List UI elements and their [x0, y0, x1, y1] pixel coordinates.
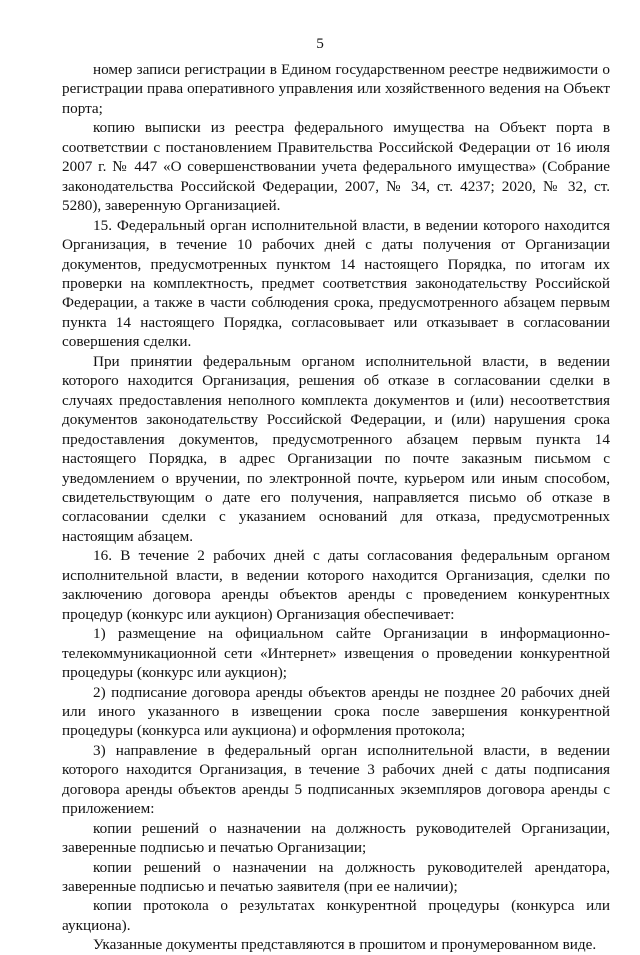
paragraph-attachment-tenant-decisions: копии решений о назначении на должность руководителей арендатора, заверенные подписью и печатью заявителя (при ее наличии);: [62, 858, 610, 896]
paragraph-registration-record: номер записи регистрации в Едином государственном реестре недвижимости о регистрации права оперативного управления или хозяйственного ведения на Объект порта;: [62, 61, 610, 117]
paragraph-attachment-org-decisions: копии решений о назначении на должность руководителей Организации, заверенные подписью и печатью Организации;: [62, 819, 610, 857]
paragraph-registry-extract: копию выписки из реестра федерального имущества на Объект порта в соответствии с постановлением Правительства Российской Федерации от 16 июля 2007 г. № 447 «О совершенствовании учета федерального имущества» (Собрание законодательства Российской Федерации, 2007, № 34, ст. 4237; 2020, № 32, ст. 5280), заверенную Организацией.: [62, 119, 610, 215]
paragraph-clause-15: 15. Федеральный орган исполнительной власти, в ведении которого находится Организация, в течение 10 рабочих дней с даты получения от Организации документов, предусмотренных пунктом 14 настоящего Порядка, по итогам их проверки на комплектность, предмет соответствия законодательству Российской Федерации, а также в части соблюдения срока, предусмотренного абзацем первым пункта 14 настоящего Порядка, согласовывает или отказывает в согласовании совершения сделки.: [62, 216, 610, 351]
document-body: [62, 60, 610, 955]
paragraph-item-3: 3) направление в федеральный орган исполнительной власти, в ведении которого находится Организация, в течение 3 рабочих дней с даты подписания договора аренды объектов аренды 5 подписанных экземпляров договора аренды с приложением:: [62, 741, 610, 818]
paragraph-refusal: При принятии федеральным органом исполнительной власти, в ведении которого находится Организация, решения об отказе в согласовании сделки в случаях предоставления неполного комплекта документов и (или) несоответствия документов законодательству Российской Федерации, и (или) нарушения срока предоставления документов, предусмотренного абзацем первым пункта 14 настоящего Порядка, в адрес Организации по почте заказным письмом с уведомлением о вручении, по электронной почте, курьером или иным способом, свидетельствующим о дате его получения, направляется письмо об отказе в согласовании сделки с указанием оснований для отказа, предусмотренных настоящим абзацем.: [62, 352, 610, 545]
paragraph-final-note: Указанные документы представляются в прошитом и пронумерованном виде.: [93, 936, 597, 954]
page-number: 5: [316, 35, 324, 52]
paragraph-item-2: 2) подписание договора аренды объектов аренды не позднее 20 рабочих дней или иного указанного в извещении срока после завершения конкурентной процедуры (конкурса или аукциона) и оформления протокола;: [62, 683, 610, 740]
paragraph-attachment-protocol: копии протокола о результатах конкурентной процедуры (конкурса или аукциона).: [62, 897, 610, 934]
paragraph-item-1: 1) размещение на официальном сайте Организации в информационно-телекоммуникационной сети «Интернет» извещения о проведении конкурентной процедуры (конкурс или аукцион);: [62, 625, 610, 682]
paragraph-clause-16: 16. В течение 2 рабочих дней с даты согласования федеральным органом исполнительной власти, в ведении которого находится Организация, сделки по заключению договора аренды объектов аренды с проведением конкурентных процедур (конкурс или аукцион) Организация обеспечивает:: [62, 547, 610, 623]
